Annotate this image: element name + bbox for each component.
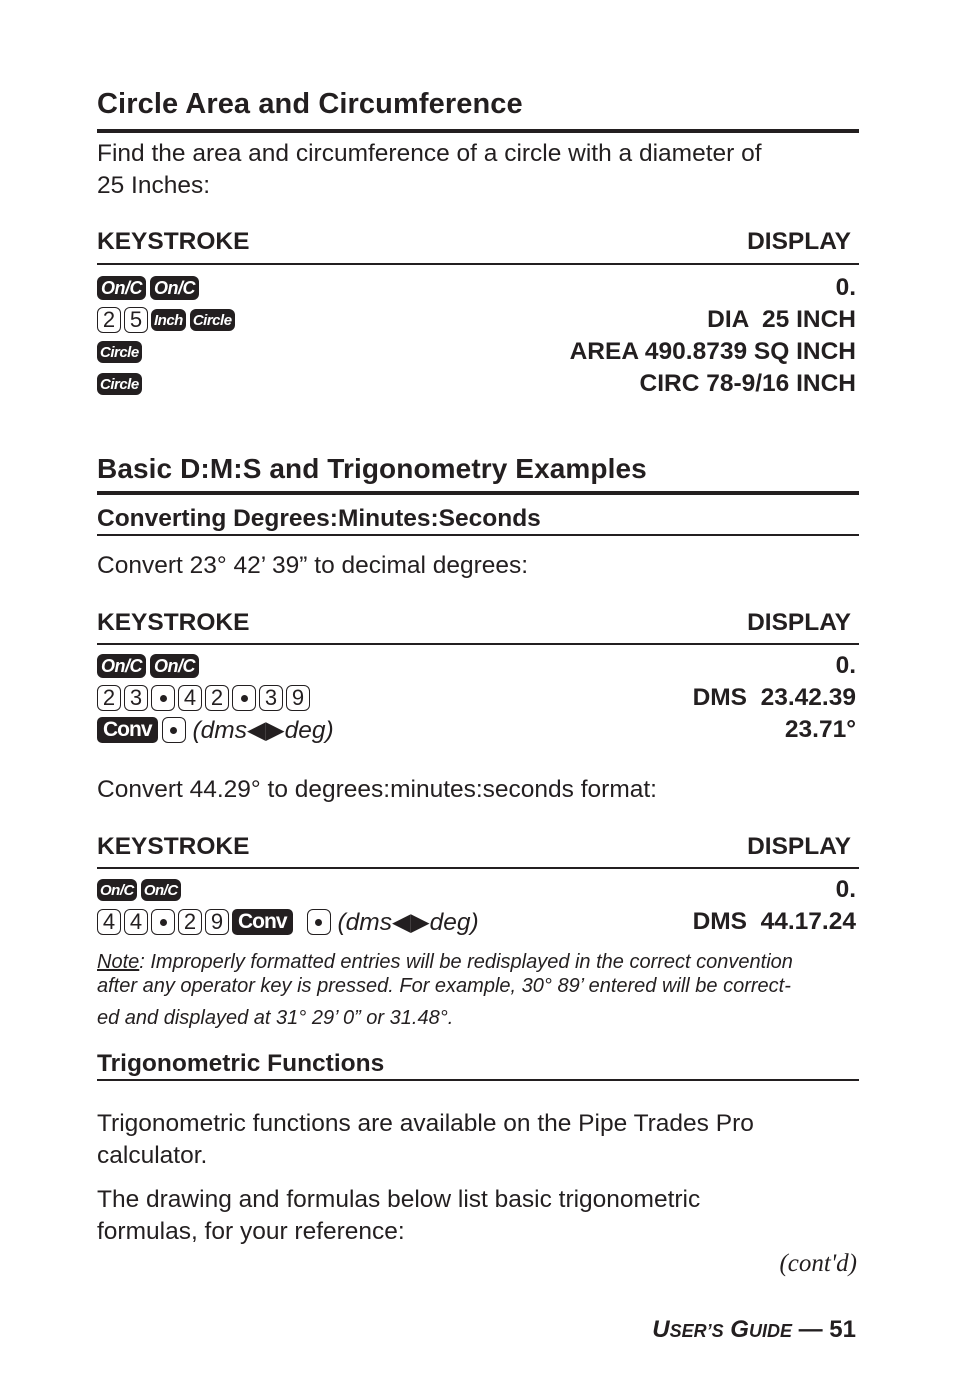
intro-line: 25 Inches: — [97, 172, 211, 199]
dms-dot-key — [162, 717, 186, 743]
example-prompt: Convert 44.29° to degrees:minutes:seconds format: — [97, 776, 657, 803]
col-display: DISPLAY — [747, 833, 851, 860]
keystroke-row — [97, 652, 203, 680]
paragraph — [97, 1108, 754, 1172]
intro-text — [97, 138, 762, 202]
keystroke-row — [97, 306, 239, 334]
continued-label: (cont'd) — [779, 1250, 857, 1277]
keystroke-row — [97, 338, 146, 366]
dot-icon — [241, 695, 248, 702]
keystroke-row — [97, 274, 203, 302]
section-title: Circle Area and Circumference — [97, 88, 523, 120]
key-note: (dms◀▶deg) — [192, 717, 334, 744]
example-prompt: Convert 23° 42’ 39” to decimal degrees: — [97, 552, 529, 579]
footer-text: ’S — [706, 1321, 724, 1341]
page-footer — [652, 1316, 856, 1344]
col-display: DISPLAY — [747, 228, 851, 255]
digit-key: 2 — [97, 685, 121, 711]
digit-key: 2 — [205, 685, 229, 711]
paragraph-line: calculator. — [97, 1142, 208, 1169]
footer-text: UIDE — [748, 1321, 792, 1341]
subsection-title: Trigonometric Functions — [97, 1050, 385, 1077]
on-c-key: On/C — [141, 879, 181, 901]
page-number: — 51 — [791, 1316, 856, 1343]
subsection-title: Converting Degrees:Minutes:Seconds — [97, 505, 541, 532]
footer-text: G — [730, 1316, 749, 1343]
conv-key: Conv — [97, 717, 158, 743]
note-line: after any operator key is pressed. For example, 30° 89’ entered will be correct- — [97, 975, 791, 997]
on-c-key: On/C — [97, 276, 146, 300]
keystroke-row — [97, 684, 313, 712]
col-keystroke: KEYSTROKE — [97, 833, 250, 860]
note-line — [97, 950, 859, 974]
display-value: 0. — [835, 876, 856, 903]
table-rule — [97, 867, 859, 869]
on-c-key: On/C — [150, 654, 199, 678]
conv-key: Conv — [232, 909, 293, 935]
keystroke-row — [97, 370, 146, 398]
circle-key: Circle — [190, 309, 235, 331]
circle-key: Circle — [97, 373, 142, 395]
on-c-key: On/C — [97, 654, 146, 678]
dms-dot-key — [151, 685, 175, 711]
on-c-key: On/C — [150, 276, 199, 300]
paragraph-line: Trigonometric functions are available on the Pipe Trades Pro — [97, 1110, 754, 1137]
digit-key: 9 — [205, 909, 229, 935]
digit-key: 9 — [286, 685, 310, 711]
paragraph-line: The drawing and formulas below list basic trigonometric — [97, 1186, 701, 1213]
inch-key: Inch — [151, 309, 186, 331]
note-label: Note — [97, 951, 140, 973]
display-value: AREA 490.8739 SQ INCH — [569, 338, 856, 365]
subsection-rule — [97, 534, 859, 536]
note-line: ed and displayed at 31° 29’ 0” or 31.48°. — [97, 1007, 454, 1029]
dot-icon — [160, 919, 167, 926]
digit-key: 3 — [124, 685, 148, 711]
intro-line: Find the area and circumference of a circle with a diameter of — [97, 140, 762, 167]
display-value: 23.71° — [784, 716, 856, 743]
digit-key: 2 — [97, 307, 121, 333]
dot-icon — [160, 695, 167, 702]
dms-dot-key — [307, 909, 331, 935]
display-value: CIRC 78-9/16 INCH — [639, 370, 856, 397]
col-display: DISPLAY — [747, 609, 851, 636]
paragraph — [97, 1184, 700, 1248]
display-value: DMS 44.17.24 — [692, 908, 856, 935]
digit-key: 4 — [124, 909, 148, 935]
display-value: 0. — [835, 652, 856, 679]
dms-dot-key — [151, 909, 175, 935]
dot-icon — [315, 919, 322, 926]
section-title: Basic D:M:S and Trigonometry Examples — [97, 453, 647, 484]
footer-text: U — [652, 1316, 670, 1343]
table-rule — [97, 643, 859, 645]
keystroke-row — [97, 908, 479, 936]
col-keystroke: KEYSTROKE — [97, 609, 250, 636]
keystroke-row — [97, 876, 185, 904]
subsection-rule — [97, 1079, 859, 1081]
circle-key: Circle — [97, 341, 142, 363]
note-block — [97, 950, 859, 1030]
display-value: 0. — [835, 274, 856, 301]
table-rule — [97, 263, 859, 265]
digit-key: 5 — [124, 307, 148, 333]
note-text: : Improperly formatted entries will be redisplayed in the correct convention — [139, 951, 793, 973]
key-note: (dms◀▶deg) — [337, 909, 479, 936]
paragraph-line: formulas, for your reference: — [97, 1218, 405, 1245]
dot-icon — [170, 727, 177, 734]
title-rule — [97, 491, 859, 495]
footer-text: SER — [669, 1321, 707, 1341]
digit-key: 3 — [259, 685, 283, 711]
dms-dot-key — [232, 685, 256, 711]
display-value: DIA 25 INCH — [707, 306, 856, 333]
digit-key: 4 — [97, 909, 121, 935]
keystroke-row — [97, 716, 334, 744]
display-value: DMS 23.42.39 — [692, 684, 856, 711]
on-c-key: On/C — [97, 879, 137, 901]
col-keystroke: KEYSTROKE — [97, 228, 250, 255]
digit-key: 4 — [178, 685, 202, 711]
digit-key: 2 — [178, 909, 202, 935]
title-rule — [97, 129, 859, 133]
